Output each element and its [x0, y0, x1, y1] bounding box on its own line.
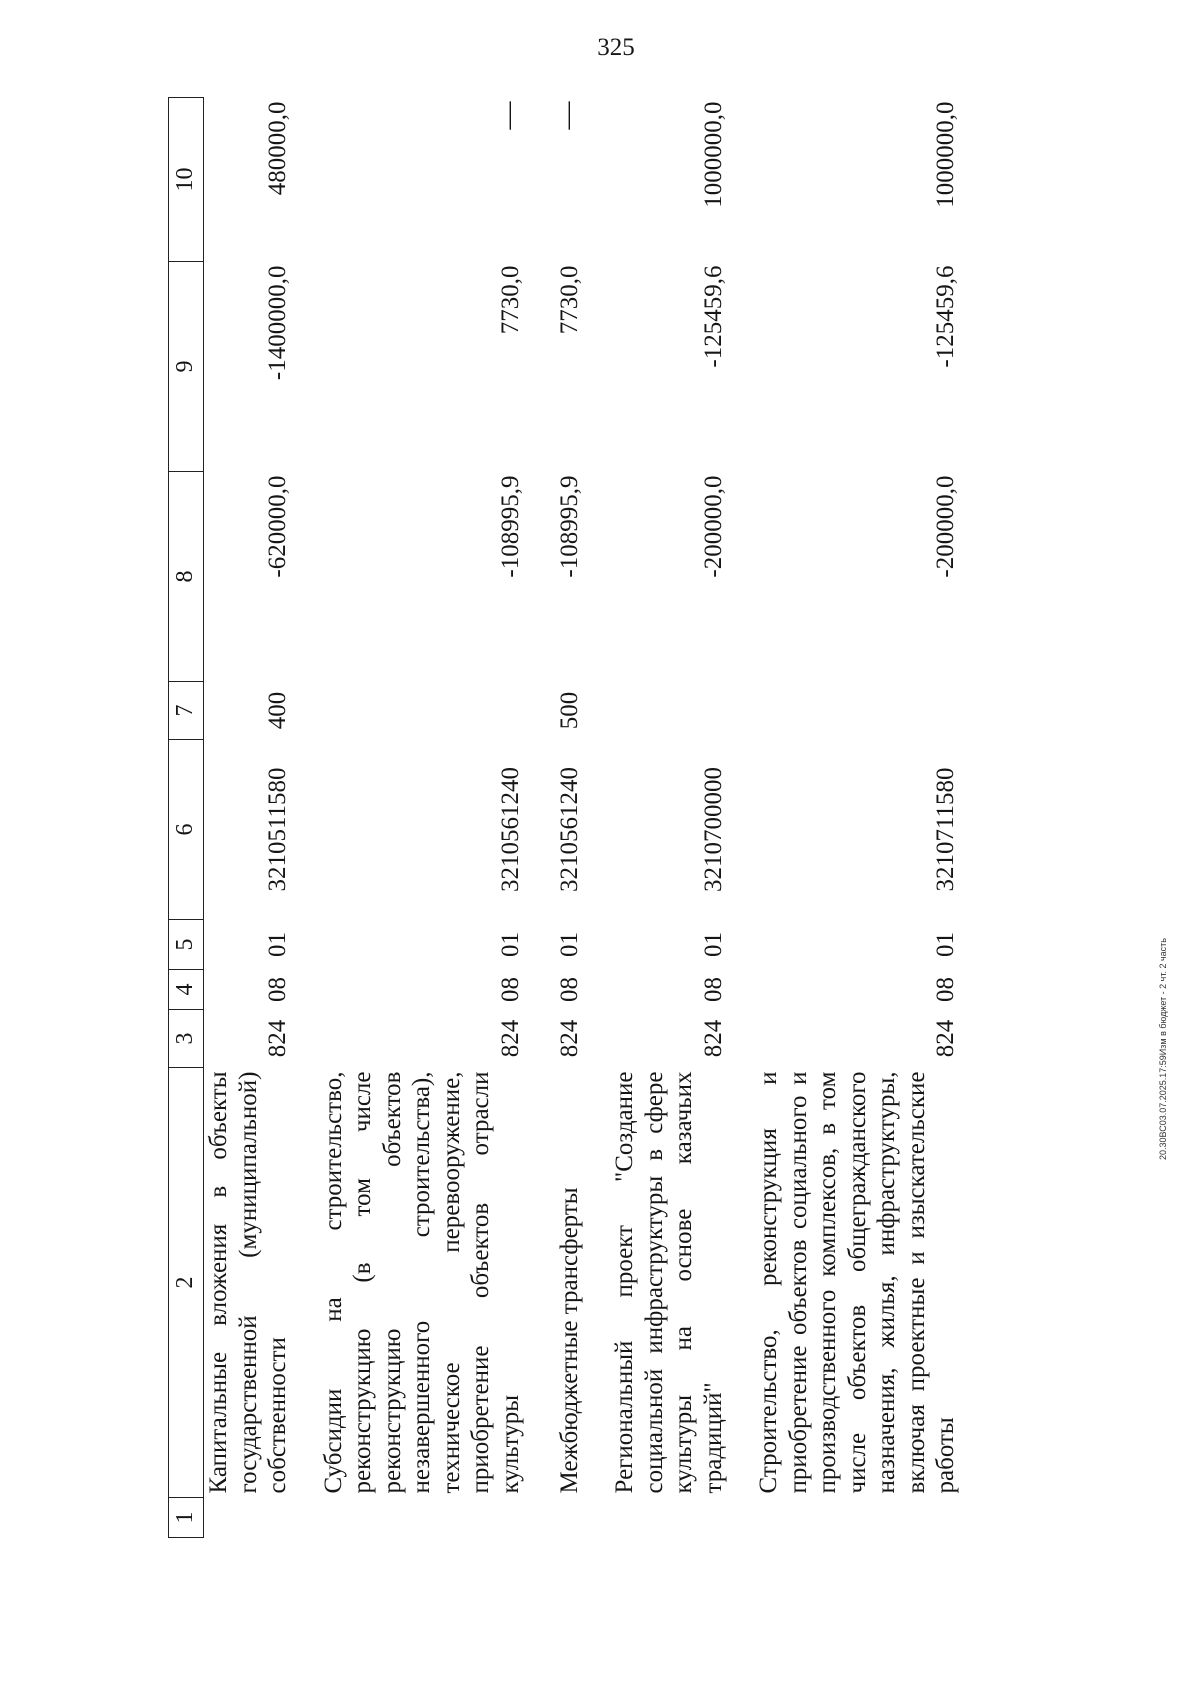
cell-col-7 [610, 682, 728, 740]
cell-col-5: 01 [699, 932, 727, 957]
row-spacer [584, 98, 610, 1538]
header-col-5: 5 [169, 920, 204, 970]
cell-col-10: 480000,0 [264, 101, 292, 196]
cell-col-7 [754, 682, 961, 740]
cell-col-7: 500 [555, 691, 583, 730]
cell-col-6: 3210561240 [496, 767, 524, 892]
cell-col-9: -125459,6 [932, 265, 960, 368]
header-col-9: 9 [169, 262, 204, 472]
row-spacer [728, 98, 754, 1538]
cell-col-8: -620000,0 [264, 475, 292, 578]
cell-col-8: -200000,0 [699, 475, 727, 578]
header-col-8: 8 [169, 472, 204, 682]
header-col-2: 2 [169, 1068, 204, 1498]
cell-col-3: 824 [699, 1019, 727, 1058]
cell-col-4: 08 [932, 977, 960, 1002]
table-row [204, 98, 293, 1538]
row-spacer [525, 98, 551, 1538]
cell-col-9: -1400000,0 [264, 265, 292, 381]
cell-col-10: — [552, 101, 584, 130]
row-description: Субсидии на строительство, реконструкцию (в том числе реконструкцию объектов незавершенного строительства), техническое перевооружение, приобретение объектов отрасли культуры [319, 1071, 524, 1494]
row-description: Строительство, реконструкция и приобретение объектов социального и производственного комплексов, в том числе объектов общегражданского назначения, жилья, инфраструктуры, включая проектные и изыскательские работы [755, 1071, 960, 1494]
cell-col-3: 824 [264, 1019, 292, 1058]
cell-col-5: 01 [555, 932, 583, 957]
table-row [754, 98, 961, 1538]
cell-col-9: 7730,0 [496, 265, 524, 335]
cell-col-6: 3210700000 [699, 767, 727, 892]
cell-col-8: -200000,0 [932, 475, 960, 578]
table-row [610, 98, 728, 1538]
cell-col-5: 01 [496, 932, 524, 957]
header-col-1: 1 [169, 1498, 204, 1538]
rotated-table-sheet [168, 98, 1108, 1538]
cell-col-10: — [493, 101, 525, 130]
header-col-6: 6 [169, 740, 204, 920]
table-row [319, 98, 526, 1538]
cell-col-9: 7730,0 [555, 265, 583, 335]
cell-col-7 [319, 682, 526, 740]
cell-col-9: -125459,6 [699, 265, 727, 368]
table-body [204, 98, 961, 1538]
cell-col-8: -108995,9 [496, 475, 524, 578]
cell-col-10: 1000000,0 [932, 101, 960, 208]
page-number: 325 [597, 34, 635, 61]
cell-col-5: 01 [264, 932, 292, 957]
row-description: Региональный проект "Создание социальной инфраструктуры в сфере культуры на основе казачьих традиций" [611, 1071, 727, 1494]
cell-col-10: 1000000,0 [699, 101, 727, 208]
table-row [551, 98, 584, 1538]
cell-col-5: 01 [932, 932, 960, 957]
cell-col-4: 08 [496, 977, 524, 1002]
cell-col-6: 3210561240 [555, 767, 583, 892]
row-description: Капитальные вложения в объекты государственной (муниципальной) собственности [205, 1071, 292, 1494]
header-col-4: 4 [169, 970, 204, 1010]
cell-col-4: 08 [699, 977, 727, 1002]
cell-col-3: 824 [932, 1019, 960, 1058]
cell-col-7: 400 [264, 691, 292, 730]
cell-col-4: 08 [264, 977, 292, 1002]
row-spacer [293, 98, 319, 1538]
header-col-10: 10 [169, 98, 204, 262]
cell-col-4: 08 [555, 977, 583, 1002]
budget-table [168, 97, 961, 1538]
table-header [169, 98, 204, 1538]
cell-col-6: 3210711580 [932, 767, 960, 892]
cell-col-6: 3210511580 [264, 767, 292, 892]
header-col-3: 3 [169, 1010, 204, 1068]
row-description: Межбюджетные трансферты [555, 1187, 583, 1494]
header-col-7: 7 [169, 682, 204, 740]
footer-document-code: 20.30ВС03.07.2025.17:59Изм в бюджет - 2 чт. 2 часть [1158, 938, 1168, 1160]
cell-col-8: -108995,9 [555, 475, 583, 578]
cell-col-3: 824 [496, 1019, 524, 1058]
cell-col-3: 824 [555, 1019, 583, 1058]
